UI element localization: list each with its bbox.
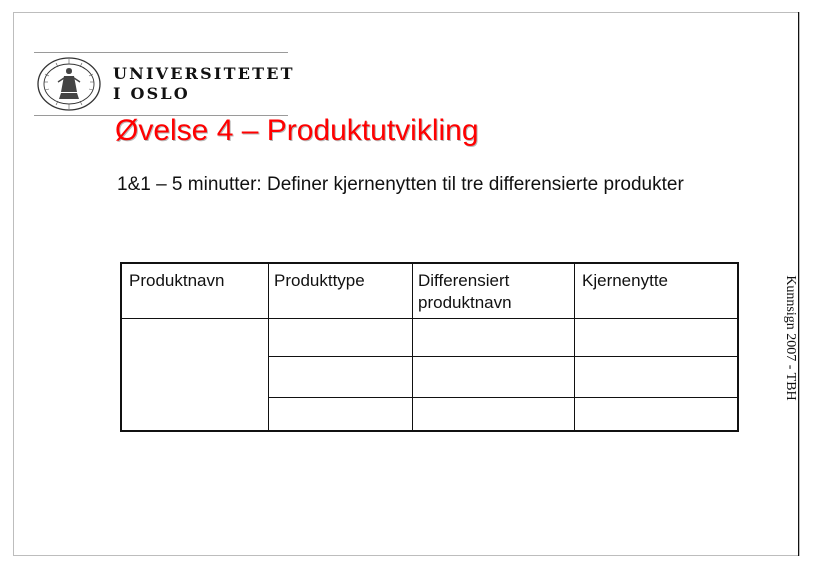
side-label: Kunnsign 2007 - TBH (783, 275, 798, 401)
product-table (120, 262, 739, 432)
table-header-differensiert-produktnavn: Differensiert produktnavn (418, 271, 512, 312)
slide-title: Øvelse 4 – Produktutvikling (115, 114, 479, 147)
university-seal-icon (36, 56, 102, 112)
slide-subtitle: 1&1 – 5 minutter: Definer kjernenytten til tre differensierte produkter (117, 174, 684, 195)
right-border-line (798, 12, 799, 556)
table-header-produkttype: Produkttype (274, 271, 365, 290)
column-divider (574, 264, 575, 430)
row-divider (268, 397, 739, 398)
column-divider (412, 264, 413, 430)
header-divider (122, 318, 739, 319)
logo-top-rule (34, 52, 288, 53)
row-divider (268, 356, 739, 357)
column-divider (268, 264, 269, 430)
table-header-kjernenytte: Kjernenytte (582, 271, 668, 290)
university-city: I OSLO (113, 84, 190, 103)
university-logo (34, 52, 295, 116)
university-name: UNIVERSITETET (113, 64, 295, 83)
table-header-produktnavn: Produktnavn (129, 271, 225, 290)
